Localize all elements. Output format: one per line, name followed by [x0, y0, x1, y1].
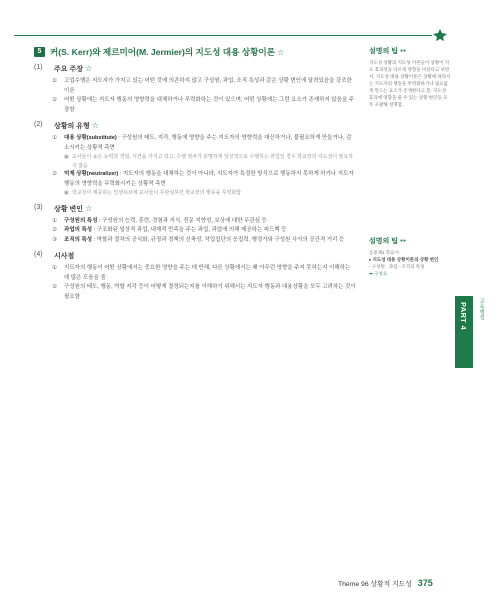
subsection-heading: (1) 주요 주장 ☆ — [34, 64, 93, 73]
leaf-icon — [431, 28, 449, 42]
section-title — [34, 46, 356, 58]
list-item: ② 구성원의 태도, 행동, 역할 지각 등이 어떻게 결정되는지를 이해하기 위해서는 지도자 행동과 대용상황을 모두 고려하는 것이 필요함 — [52, 284, 356, 300]
page-number: 375 — [417, 578, 433, 588]
list-item: ③ 조직의 특성 : 역할과 절차의 공식화, 규정과 정책의 신축성, 작업집단의 응집력, 행정가와 구성원 사이의 공간적 거리 등 — [52, 236, 345, 243]
part-tab — [455, 296, 473, 368]
star-icon: ☆ — [85, 64, 93, 73]
tip-dots-icon: ●● — [400, 238, 407, 244]
example-note: ▣ 학교장이 제공하는 인센티브에 교사들이 무관심하면 학교장의 행동을 무력화함 — [64, 190, 242, 196]
sidebar-ref-title: 설명의 팁 ●● — [369, 238, 407, 245]
page-footer — [338, 578, 433, 588]
main-content — [34, 46, 356, 302]
subsection-heading: (3) 상황 변인 ☆ — [34, 203, 93, 213]
part-tab-label: PART 4 — [459, 302, 468, 330]
list-item: ① 대용 상황(substitute) : 구성원의 태도, 지각, 행동에 영향을 주는 지도자의 영향력을 대신하거나, 불필요하게 만들거나, 감소시키는 상황적 측면 — [52, 135, 352, 151]
sidebar-tip-text: 지도성 상황의 지도성 이론들이 상황이 지도 효과성을 다르게 영향을 미친다고 보면서, 지도성 대용 상황이론은 상황에 따라서는 지도자의 행동을 무력화하거나 필요없게 만드는 요소가 존재한다고 봄. 지도성 효과에 영향을 줄 수 있는 상황 변인을 모두 포괄해 설명함. — [369, 60, 451, 107]
subsection-heading: (4) 시사점 — [34, 251, 75, 260]
list-item: ① 고업수행은 지도자가 가지고 있는 어떤 것에 의존하지 않고 구성원, 과업, 조직 특성과 같은 상황 변인에 달려있음을 강조한 이론 — [52, 78, 352, 94]
ref-link: ➡ 구성요 — [369, 271, 388, 276]
ref-bold-line: ▸ 지도성 대용 상황이론의 상황 변인 — [369, 257, 439, 262]
list-item: ② 과업의 특성 : 구조화된 일상적 과업, 내재적 만족을 주는 과업, 과업에 의해 제공하는 피드백 등 — [52, 227, 287, 233]
star-icon: ☆ — [85, 203, 93, 213]
sidebar-tip-box — [369, 46, 451, 108]
section-title-text: 커(S. Kerr)와 제르미어(M. Jermier)의 지도성 대용 상황이론 — [50, 47, 275, 57]
header-rule — [14, 35, 432, 36]
list-item: ① 구성원의 특성 : 구성원의 능력, 훈련, 경험과 지식, 전문 지향성, 보상에 대한 무관심 등 — [52, 217, 267, 224]
example-note: ▣ 교사들이 높은 능력과 경험, 식견을 가지고 있고, 수행 절차가 분명하게 일상적으로 수행하는 과업일 경우 학교장의 지도성이 필요하지 않음 — [64, 154, 354, 169]
note-box-icon: ▣ — [64, 154, 69, 160]
subsection-heading: (2) 상황의 유형 ☆ — [34, 121, 99, 130]
part-tab-subtitle: 교육행정 — [478, 298, 484, 320]
footer-theme: Theme 96 상황적 지도성 — [338, 581, 412, 588]
ref-line: - 구성원 · 과업 · 조직의 특성 — [369, 264, 425, 269]
sidebar-tip-title: 설명의 팁 ●● — [369, 48, 407, 55]
tip-dots-icon: ●● — [400, 48, 407, 54]
section-number-badge: 5 — [34, 47, 45, 57]
ref-line: 동중제1 학교시- — [369, 250, 401, 255]
list-item: ① 지도자의 행동이 어떤 상황에서는 중요한 영향을 주는 데 반해, 다른 상황에서는 왜 아무런 영향을 주지 못하는지 이해하는 데 많은 도움을 줌 — [52, 265, 351, 281]
note-box-icon: ▣ — [64, 190, 69, 196]
list-item: ② 억제 상황(neutralizer) : 지도자의 행동을 대체하는 것이 아니라, 지도자가 특정한 방식으로 행동하지 못하게 하거나 지도자 행동의 영향력을 무력화시키는 상황적 측면 — [52, 171, 354, 187]
star-icon: ☆ — [91, 121, 99, 130]
list-item: ② 어떤 상황에는 지도자 행동의 영향력을 대체하거나 무력화하는 것이 있으며, 어떤 상황에는 그런 요소가 존재하지 않음을 주장함 — [52, 97, 355, 113]
star-icon: ☆ — [277, 47, 285, 57]
sidebar-ref-box — [369, 236, 451, 277]
